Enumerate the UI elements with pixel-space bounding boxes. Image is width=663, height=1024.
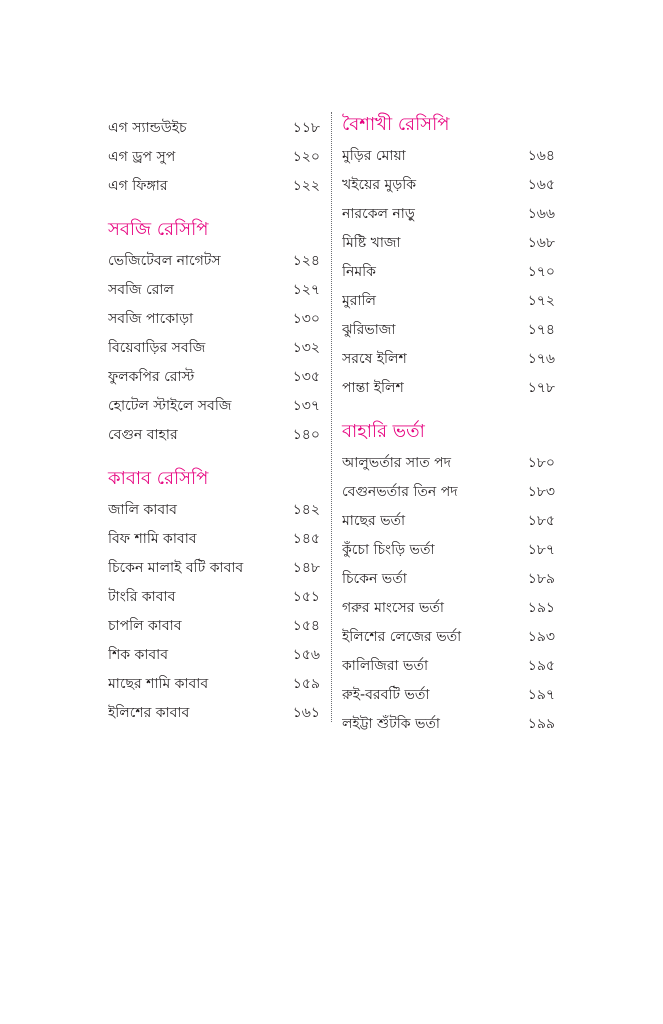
- toc-entry-page-number: ১৮৩: [527, 484, 555, 500]
- toc-left-column: [108, 114, 320, 728]
- toc-entry-page-number: ১২২: [292, 178, 320, 194]
- toc-entry[interactable]: [108, 525, 320, 554]
- toc-entry-title: এগ ড্রপ সুপ: [108, 149, 176, 165]
- toc-entry-title: সবজি রোল: [108, 282, 174, 298]
- toc-entry-page-number: ১৫৪: [292, 618, 320, 634]
- toc-entry-title: আলুভর্তার সাত পদ: [342, 455, 452, 471]
- toc-entry-page-number: ১৫১: [292, 589, 320, 605]
- toc-entry[interactable]: [342, 345, 555, 374]
- toc-entry-page-number: ১৯৭: [527, 687, 555, 703]
- toc-entry-page-number: ১৮৫: [527, 513, 555, 529]
- toc-entry-title: গরুর মাংসের ভর্তা: [342, 600, 444, 616]
- toc-entry-page-number: ১৭৪: [527, 322, 555, 338]
- toc-entry-page-number: ১৮০: [527, 455, 555, 471]
- toc-entry-title: কালিজিরা ভর্তা: [342, 658, 429, 674]
- toc-entry-page-number: ১৪৮: [292, 560, 320, 576]
- toc-entry-title: এগ স্যান্ডউইচ: [108, 120, 187, 136]
- toc-entry-page-number: ১৯৯: [527, 716, 555, 732]
- toc-entry-title: ঝুরিভাজা: [342, 322, 396, 338]
- toc-entry-title: নারকেল নাড়ু: [342, 206, 415, 222]
- toc-entry-page-number: ১৪৫: [292, 531, 320, 547]
- toc-entry-page-number: ১৫৯: [292, 676, 320, 692]
- toc-entry-title: পান্তা ইলিশ: [342, 380, 404, 396]
- toc-entry-title: খইয়ের মুড়কি: [342, 177, 417, 193]
- section-spacer: [108, 450, 320, 468]
- toc-entry-page-number: ১৬১: [292, 705, 320, 721]
- toc-entry-page-number: ১৬৮: [527, 235, 555, 251]
- toc-entry-title: জালি কাবাব: [108, 502, 177, 518]
- section-heading: বৈশাখী রেসিপি: [342, 114, 450, 135]
- toc-entry[interactable]: [108, 334, 320, 363]
- toc-entry-title: ইলিশের লেজের ভর্তা: [342, 629, 462, 645]
- toc-entry[interactable]: [342, 681, 555, 710]
- toc-entry[interactable]: [342, 316, 555, 345]
- toc-section-kabab-recipes: [108, 468, 320, 728]
- toc-entry-page-number: ১৯১: [527, 600, 555, 616]
- toc-entry[interactable]: [342, 652, 555, 681]
- toc-entry-page-number: ১৯৩: [527, 629, 555, 645]
- toc-entry-page-number: ১২৭: [292, 282, 320, 298]
- toc-entry[interactable]: [108, 143, 320, 172]
- toc-entry-title: মুড়ির মোয়া: [342, 148, 406, 164]
- toc-entry-title: মিষ্টি খাজা: [342, 235, 401, 251]
- toc-entry[interactable]: [342, 710, 555, 739]
- toc-entry-page-number: ১২৪: [292, 253, 320, 269]
- toc-section-bahari-bhorta: [342, 421, 555, 739]
- toc-entry-page-number: ১৬৪: [527, 148, 555, 164]
- toc-entry-page-number: ১২০: [292, 149, 320, 165]
- toc-entry-page-number: ১৩৭: [292, 398, 320, 414]
- toc-entry-page-number: ১৭০: [527, 264, 555, 280]
- toc-entry-page-number: ১৯৫: [527, 658, 555, 674]
- toc-entry[interactable]: [342, 287, 555, 316]
- toc-entry[interactable]: [108, 641, 320, 670]
- toc-entry[interactable]: [108, 699, 320, 728]
- toc-entry[interactable]: [342, 449, 555, 478]
- toc-entry-title: চিকেন ভর্তা: [342, 571, 407, 587]
- toc-entry-title: ইলিশের কাবাব: [108, 705, 190, 721]
- toc-entry[interactable]: [342, 200, 555, 229]
- toc-entry-title: সবজি পাকোড়া: [108, 311, 194, 327]
- section-heading: সবজি রেসিপি: [108, 219, 209, 240]
- toc-entry-page-number: ১৭৬: [527, 351, 555, 367]
- toc-entry-title: হোটেল স্টাইলে সবজি: [108, 398, 232, 414]
- column-divider: [331, 112, 332, 722]
- toc-entry-page-number: ১৮৯: [527, 571, 555, 587]
- toc-entry[interactable]: [108, 114, 320, 143]
- toc-entry[interactable]: [108, 554, 320, 583]
- toc-entry-title: মাছের শামি কাবাব: [108, 676, 209, 692]
- toc-entry-title: চিকেন মালাই বটি কাবাব: [108, 560, 244, 576]
- toc-entry[interactable]: [108, 612, 320, 641]
- toc-entry-title: কুঁচো চিংড়ি ভর্তা: [342, 542, 435, 558]
- toc-entry-title: এগ ফিঙ্গার: [108, 178, 168, 194]
- toc-section-egg-continued: [108, 114, 320, 201]
- toc-section-boishakhi-recipes: [342, 114, 555, 403]
- toc-entry[interactable]: [342, 171, 555, 200]
- toc-entry[interactable]: [108, 670, 320, 699]
- toc-entry[interactable]: [342, 229, 555, 258]
- toc-entry-title: ফুলকপির রোস্ট: [108, 369, 195, 385]
- section-spacer: [108, 201, 320, 219]
- toc-entry[interactable]: [342, 374, 555, 403]
- toc-entry[interactable]: [342, 142, 555, 171]
- toc-entry-title: নিমকি: [342, 264, 376, 280]
- toc-entry[interactable]: [108, 421, 320, 450]
- toc-entry-page-number: ১৩২: [292, 340, 320, 356]
- toc-entry-page-number: ১৬৫: [527, 177, 555, 193]
- toc-entry-title: মাছের ভর্তা: [342, 513, 406, 529]
- toc-entry[interactable]: [108, 172, 320, 201]
- section-heading: বাহারি ভর্তা: [342, 421, 425, 442]
- toc-entry-page-number: ১৩৫: [292, 369, 320, 385]
- toc-entry[interactable]: [342, 258, 555, 287]
- toc-entry-title: চাপলি কাবাব: [108, 618, 182, 634]
- toc-entry-title: মুরালি: [342, 293, 376, 309]
- toc-entry-title: টাংরি কাবাব: [108, 589, 176, 605]
- toc-entry-title: লইট্টা শুঁটকি ভর্তা: [342, 716, 440, 732]
- toc-section-vegetable-recipes: [108, 219, 320, 450]
- toc-entry-title: শিক কাবাব: [108, 647, 169, 663]
- toc-entry[interactable]: [108, 583, 320, 612]
- toc-entry[interactable]: [342, 478, 555, 507]
- toc-entry-page-number: ১৮৭: [527, 542, 555, 558]
- toc-entry[interactable]: [342, 536, 555, 565]
- section-heading: কাবাব রেসিপি: [108, 468, 209, 489]
- toc-right-column: [342, 114, 555, 739]
- toc-entry-title: রুই-বরবটি ভর্তা: [342, 687, 430, 703]
- toc-entry-title: বিফ শামি কাবাব: [108, 531, 197, 547]
- toc-entry-title: বেগুনভর্তার তিন পদ: [342, 484, 458, 500]
- toc-entry-title: ভেজিটেবল নাগেটস: [108, 253, 221, 269]
- toc-entry-page-number: ১৩০: [292, 311, 320, 327]
- toc-entry-page-number: ১৭২: [527, 293, 555, 309]
- toc-entry[interactable]: [108, 363, 320, 392]
- toc-entry[interactable]: [108, 247, 320, 276]
- toc-entry[interactable]: [342, 565, 555, 594]
- toc-entry-page-number: ১১৮: [292, 120, 320, 136]
- toc-entry-page-number: ১৬৬: [527, 206, 555, 222]
- toc-entry-title: বেগুন বাহার: [108, 427, 178, 443]
- toc-entry[interactable]: [108, 276, 320, 305]
- toc-entry-page-number: ১৫৬: [292, 647, 320, 663]
- toc-entry[interactable]: [108, 392, 320, 421]
- section-spacer: [342, 403, 555, 421]
- toc-entry-page-number: ১৭৮: [527, 380, 555, 396]
- toc-entry-title: সরষে ইলিশ: [342, 351, 407, 367]
- toc-entry-page-number: ১৪২: [292, 502, 320, 518]
- toc-entry-page-number: ১৪০: [292, 427, 320, 443]
- toc-entry[interactable]: [342, 594, 555, 623]
- toc-entry[interactable]: [342, 507, 555, 536]
- toc-entry-title: বিয়েবাড়ির সবজি: [108, 340, 206, 356]
- toc-entry[interactable]: [108, 305, 320, 334]
- toc-entry[interactable]: [108, 496, 320, 525]
- toc-entry[interactable]: [342, 623, 555, 652]
